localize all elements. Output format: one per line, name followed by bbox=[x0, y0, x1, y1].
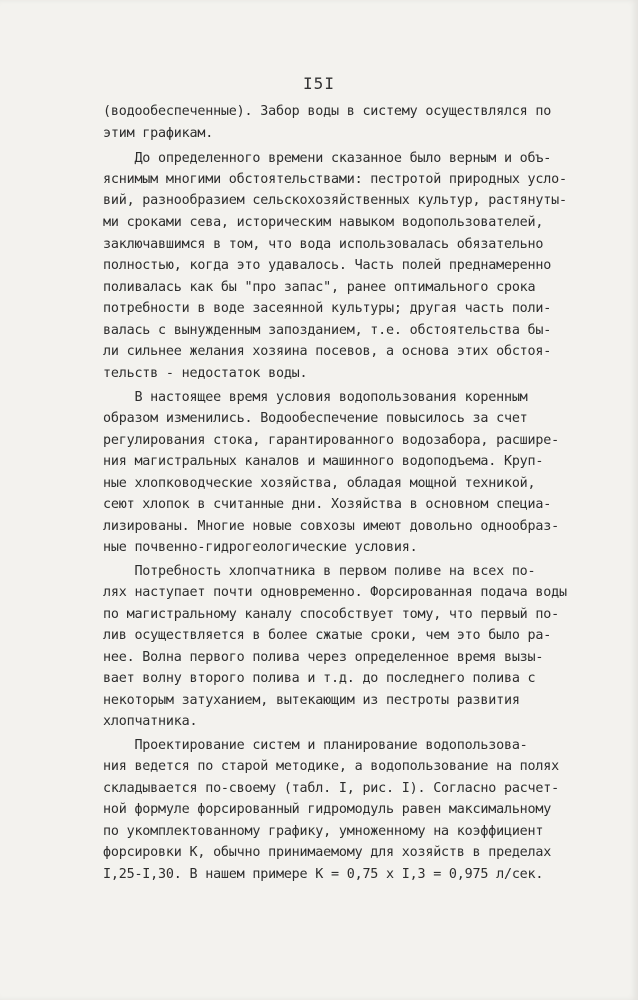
text-line: потребности в воде засеянной культуры; другая часть поли- bbox=[103, 301, 552, 316]
text-line: ми сроками сева, историческим навыком водопользователей, bbox=[103, 215, 544, 230]
text-line: нее. Волна первого полива через определенное время вызы- bbox=[103, 650, 544, 665]
text-line: сеют хлопок в считанные дни. Хозяйства в основном специа- bbox=[103, 497, 552, 512]
text-line: складывается по-своему (табл. I, рис. I). Согласно расчет- bbox=[103, 781, 559, 796]
text-line: До определенного времени сказанное было верным и объ- bbox=[103, 151, 552, 166]
text-line: Потребность хлопчатника в первом поливе на всех по- bbox=[103, 564, 536, 579]
text-line: ли сильнее желания хозяина посевов, а основа этих обстоя- bbox=[103, 344, 552, 359]
text-line: этим графикам. bbox=[103, 126, 214, 141]
text-line: по укомплектованному графику, умноженному на коэффициент bbox=[103, 824, 544, 839]
text-line: лизированы. Многие новые совхозы имеют довольно однообраз- bbox=[103, 519, 559, 534]
text-line: ния ведется по старой методике, а водопользование на полях bbox=[103, 759, 559, 774]
text-line: вает волну второго полива и т.д. до последнего полива с bbox=[103, 671, 536, 686]
text-line: ния магистральных каналов и машинного водоподъема. Круп- bbox=[103, 454, 544, 469]
text-line: вий, разнообразием сельскохозяйственных культур, растянуты- bbox=[103, 193, 567, 208]
text-line: I,25-I,30. В нашем примере К = 0,75 x I,3 = 0,975 л/сек. bbox=[103, 867, 544, 882]
text-line: Проектирование систем и планирование водопользова- bbox=[103, 738, 528, 753]
text-line: регулирования стока, гарантированного водозабора, расшире- bbox=[103, 433, 559, 448]
text-line: (водообеспеченные). Забор воды в систему осуществлялся по bbox=[103, 104, 552, 119]
text-line: образом изменились. Водообеспечение повысилось за счет bbox=[103, 411, 528, 426]
text-line: хлопчатника. bbox=[103, 714, 198, 729]
text-line: ные хлопководческие хозяйства, обладая мощной техникой, bbox=[103, 476, 536, 491]
text-line: В настоящее время условия водопользования коренным bbox=[103, 390, 528, 405]
page-number: I5I bbox=[303, 74, 335, 93]
text-line: яснимым многими обстоятельствами: пестротой природных усло- bbox=[103, 172, 567, 187]
text-line: по магистральному каналу способствует тому, что первый по- bbox=[103, 607, 559, 622]
text-line: ные почвенно-гидрогеологические условия. bbox=[103, 540, 418, 555]
text-line: форсировки К, обычно принимаемому для хозяйств в пределах bbox=[103, 845, 552, 860]
text-line: полностью, когда это удавалось. Часть полей преднамеренно bbox=[103, 258, 552, 273]
text-line: заключавшимся в том, что вода использовалась обязательно bbox=[103, 237, 544, 252]
text-line: лив осуществляется в более сжатые сроки, чем это было ра- bbox=[103, 628, 552, 643]
text-line: некоторым затуханием, вытекающим из пестроты развития bbox=[103, 693, 520, 708]
text-line: тельств - недостаток воды. bbox=[103, 366, 308, 381]
text-line: поливалась как бы "про запас", ранее оптимального срока bbox=[103, 280, 536, 295]
text-line: лях наступает почти одновременно. Форсированная подача воды bbox=[103, 585, 567, 600]
text-line: валась с вынужденным запозданием, т.е. обстоятельства бы- bbox=[103, 323, 552, 338]
text-line: ной формуле форсированный гидромодуль равен максимальному bbox=[103, 802, 552, 817]
